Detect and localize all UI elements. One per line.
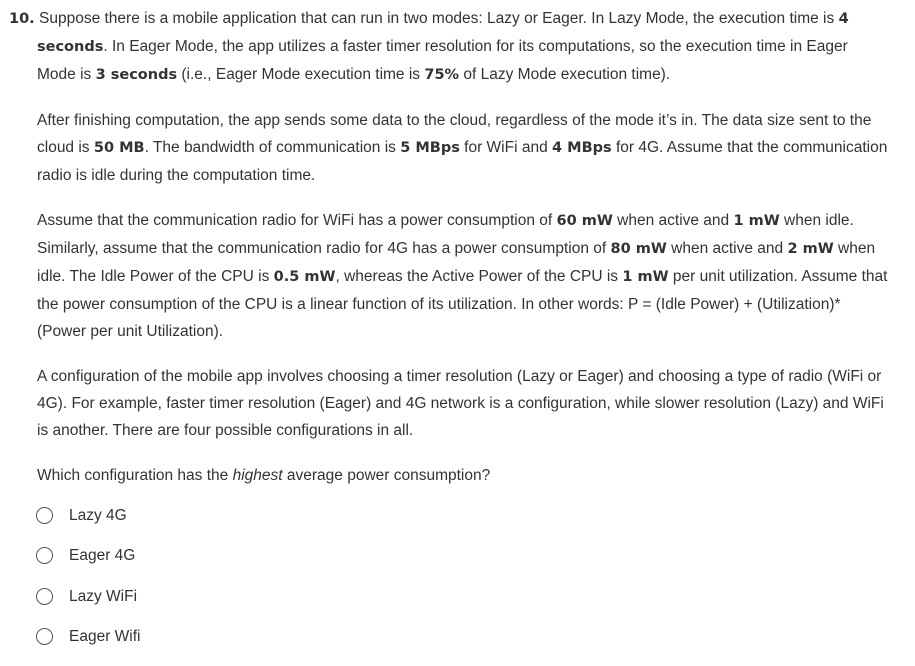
option-label[interactable]: Lazy 4G xyxy=(69,506,127,524)
emphasis-highest: highest xyxy=(232,467,283,484)
cpu-idle-power: 0.5 mW xyxy=(273,269,336,285)
data-size: 50 MB xyxy=(93,140,145,156)
answer-options xyxy=(36,500,141,662)
option-label[interactable]: Eager 4G xyxy=(69,547,136,564)
lazy-time: 4 seconds xyxy=(37,11,849,55)
wifi-idle-power: 1 mW xyxy=(733,213,780,229)
cpu-active-power: 1 mW xyxy=(622,269,669,285)
option-lazy-4g[interactable] xyxy=(36,500,141,530)
radio-button[interactable] xyxy=(36,588,53,605)
eager-ratio: 75% xyxy=(424,67,460,83)
radio-button[interactable] xyxy=(36,507,53,524)
question-prompt: Which configuration has the highest average power consumption? xyxy=(37,467,491,484)
question-paragraph-4: A configuration of the mobile app involves choosing a timer resolution (Lazy or Eager) and choosing a type of radio (WiFi or 4G). For example, faster timer resolution (Eager) and 4G network is a configuration, while slower resolution (Lazy) and WiFi is another. There are four possible configurations in all. xyxy=(37,368,884,439)
wifi-active-power: 60 mW xyxy=(556,213,613,229)
eager-time: 3 seconds xyxy=(95,67,178,83)
option-eager-4g[interactable] xyxy=(36,541,141,571)
question-paragraph-1: 10. Suppose there is a mobile application that can run in two modes: Lazy or Eager. In Lazy Mode, the execution time is 4 seconds. In Eager Mode, the app utilizes a faster timer resolution for its computations, so the execution time in Eager Mode is 3 seconds (i.e., Eager Mode execution time is 75% of Lazy Mode execution time). xyxy=(9,10,849,83)
question-block xyxy=(9,5,889,489)
wifi-bandwidth: 5 MBps xyxy=(400,140,460,156)
option-eager-wifi[interactable] xyxy=(36,622,141,652)
radio-button[interactable] xyxy=(36,547,53,564)
option-lazy-wifi[interactable] xyxy=(36,581,141,611)
4g-idle-power: 2 mW xyxy=(787,241,834,257)
radio-button[interactable] xyxy=(36,628,53,645)
4g-active-power: 80 mW xyxy=(610,241,667,257)
question-number: 10. xyxy=(9,11,35,27)
option-label[interactable]: Lazy WiFi xyxy=(69,587,138,605)
option-label[interactable]: Eager Wifi xyxy=(69,628,141,645)
question-paragraph-2: After finishing computation, the app sends some data to the cloud, regardless of the mode it’s in. The data size sent to the cloud is 50 MB. The bandwidth of communication is 5 MBps for WiFi and 4 MBps for 4G. Assume that the communication radio is idle during the computation time. xyxy=(37,112,888,184)
question-paragraph-3: Assume that the communication radio for WiFi has a power consumption of 60 mW when active and 1 mW when idle. Similarly, assume that the communication radio for 4G has a power consumption of 80 mW when active and 2 mW when idle. The Idle Power of the CPU is 0.5 mW, whereas the Active Power of the CPU is 1 mW per unit utilization. Assume that the power consumption of the CPU is a linear function of its utilization. In other words: P = (Idle Power) + (Utilization)*(Power per unit Utilization). xyxy=(37,212,888,340)
4g-bandwidth: 4 MBps xyxy=(552,140,612,156)
